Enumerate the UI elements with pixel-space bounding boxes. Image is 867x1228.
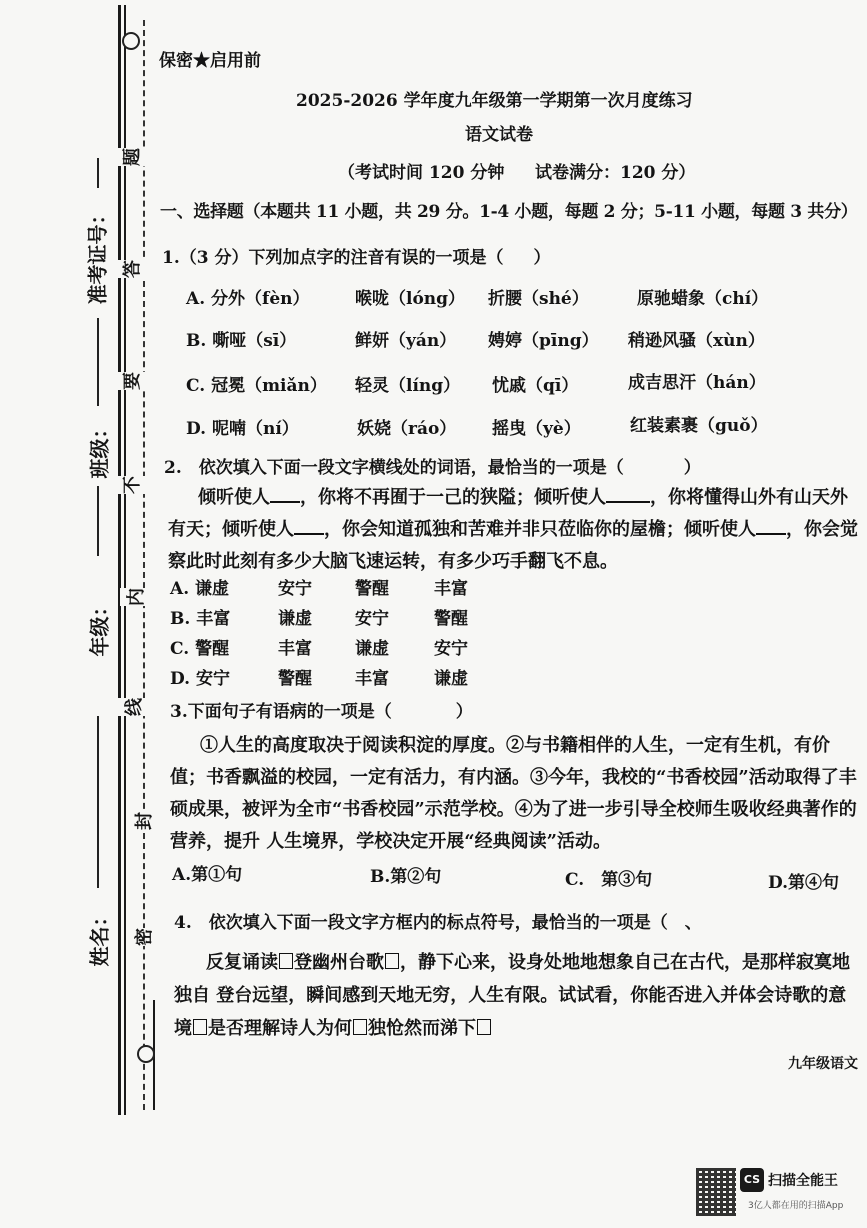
q1-option-d[interactable]: D. 呢喃（ní） (186, 419, 299, 439)
q3-option-c[interactable]: C. 第③句 (565, 870, 653, 890)
q1-option-d-word: 红装素裹（guǒ） (630, 416, 768, 436)
q1-option-c[interactable]: C. 冠冕（miǎn） (186, 376, 327, 396)
question-3-stem-close: ） (455, 702, 473, 722)
passage-text: ，你会知道孤独和苦难并非只莅临你的屋檐；倾听使人 (324, 519, 756, 540)
question-1-stem (162, 243, 551, 268)
passage-text: 是否理解诗人为何 (208, 1018, 352, 1039)
exam-title: 2025-2026 学年度九年级第一学期第一次月度练习 (296, 91, 693, 111)
fill-blank[interactable] (756, 517, 786, 535)
q2-option-c[interactable]: C. 警醒 (170, 639, 230, 659)
seal-char: 答 (116, 260, 146, 278)
q1-option-a-word: 折腰（shé） (488, 289, 589, 309)
question-3-stem (170, 697, 473, 722)
q1-option-d-word: 摇曳（yè） (492, 419, 581, 439)
q1-option-b-word: 鲜妍（yán） (355, 331, 457, 351)
passage-text: ，静下心来，设身处地地想象自己在古代，是那样寂寞地独自 登台远望，瞬间感到天地无穷，人生有限。试试看，你能否进入并体会诗歌的意境 (174, 952, 850, 1039)
brand-tagline: 3亿人都在用的扫描App (748, 1201, 844, 1211)
margin-border-line (118, 5, 121, 1115)
passage-text: ，你将懂得山外有山天外有天；倾听使人 (168, 487, 848, 540)
question-4-passage (174, 946, 864, 1045)
q1-option-c-word: 忧戚（qī） (492, 376, 579, 396)
q1-option-a[interactable]: A. 分外（fèn） (186, 289, 310, 309)
question-2-passage (168, 482, 863, 578)
q2-option-word: 丰富 (434, 579, 468, 599)
passage-text: 独怆然而涕下 (368, 1018, 476, 1039)
punctuation-box[interactable] (477, 1019, 491, 1035)
seal-char: 内 (120, 588, 150, 606)
question-1-stem-text: 1.（3 分）下列加点字的注音有误的一项是（ (162, 248, 504, 268)
q1-option-c-word: 成吉思汗（hán） (628, 373, 766, 393)
q3-option-a[interactable]: A.第①句 (172, 865, 243, 885)
margin-border-line (124, 5, 126, 1115)
q2-option-word: 谦虚 (355, 639, 389, 659)
q2-option-word: 安宁 (355, 609, 389, 629)
q1-option-b-word: 娉婷（pīng） (488, 331, 599, 351)
camscanner-logo-icon: CS (740, 1168, 764, 1192)
exam-score: 试卷满分：120 分） (535, 163, 696, 183)
name-label: 姓名： (87, 906, 112, 967)
exam-time: （考试时间 120 分钟 (338, 163, 505, 183)
punctuation-box[interactable] (353, 1019, 367, 1035)
q2-option-d[interactable]: D. 安宁 (170, 669, 230, 689)
q2-option-word: 丰富 (355, 669, 389, 689)
question-4-stem: 4. 依次填入下面一段文字方框内的标点符号，最恰当的一项是（ 、 (174, 913, 702, 933)
seal-char: 封 (128, 812, 158, 830)
punctuation-box[interactable] (193, 1019, 207, 1035)
seal-char: 要 (116, 372, 146, 390)
q2-option-word: 警醒 (278, 669, 312, 689)
exam-number-label: 准考证号： (85, 204, 110, 305)
q3-option-b[interactable]: B.第②句 (370, 867, 442, 887)
brand-name: 扫描全能王 (768, 1173, 838, 1189)
class-label: 班级： (87, 418, 112, 479)
q2-option-word: 丰富 (278, 639, 312, 659)
seal-char: 题 (116, 148, 146, 166)
name-field[interactable] (97, 814, 99, 888)
seal-char: 不 (116, 476, 146, 494)
q1-option-c-word: 轻灵（líng） (355, 376, 461, 396)
punctuation-box[interactable] (279, 953, 293, 969)
section-heading: 一、选择题（本题共 11 小题，共 29 分。1-4 小题，每题 2 分；5-11 小题，每题 3 共分） (160, 202, 858, 222)
q1-option-a-word: 喉咙（lóng） (355, 289, 466, 309)
passage-text: 登幽州台歌 (294, 952, 384, 973)
question-2-stem (164, 453, 701, 478)
seal-char: 线 (118, 698, 148, 716)
fill-blank[interactable] (606, 485, 650, 503)
q2-option-word: 安宁 (278, 579, 312, 599)
question-1-stem-close: ） (533, 248, 551, 268)
passage-text: ，你将不再囿于一己的狭隘；倾听使人 (300, 487, 606, 508)
q2-option-word: 谦虚 (278, 609, 312, 629)
qr-code (696, 1168, 736, 1216)
question-3-stem-text: 3.下面句子有语病的一项是（ (170, 702, 392, 722)
seal-char: 密 (128, 928, 158, 946)
q2-option-b[interactable]: B. 丰富 (170, 609, 231, 629)
q1-option-b-word: 稍逊风骚（xùn） (628, 331, 765, 351)
q1-option-b[interactable]: B. 嘶哑（sī） (186, 331, 297, 351)
fill-blank[interactable] (270, 485, 300, 503)
passage-text: 倾听使人 (198, 487, 270, 508)
q2-option-a[interactable]: A. 谦虚 (170, 579, 230, 599)
passage-text: 反复诵读 (206, 952, 278, 973)
fill-blank[interactable] (294, 517, 324, 535)
subject-title: 语文试卷 (465, 125, 533, 145)
seal-dashed-line (143, 20, 145, 1110)
class-field[interactable] (97, 318, 99, 406)
question-3-passage: ①人生的高度取决于阅读积淀的厚度。②与书籍相伴的人生，一定有生机，有价值；书香飘溢的校园，一定有活力，有内涵。③今年，我校的“书香校园”活动取得了丰硕成果，被评为全市“书香校园”示范学校。④为了进一步引导全校师生吸收经典著作的营养，提升 人生境界，学校决定开展“经典阅读”活动。 (170, 735, 857, 852)
question-2-stem-close: ） (683, 458, 701, 478)
q2-option-word: 谦虚 (434, 669, 468, 689)
grade-label: 年级： (87, 596, 112, 657)
q1-option-d-word: 妖娆（ráo） (357, 419, 457, 439)
binding-hole (122, 32, 140, 50)
exam-number-field[interactable] (97, 158, 99, 188)
q3-option-d[interactable]: D.第④句 (768, 873, 840, 893)
q1-option-a-word: 原驰蜡象（chí） (637, 289, 769, 309)
question-2-stem-text: 2. 依次填入下面一段文字横线处的词语，最恰当的一项是（ (164, 458, 624, 478)
page-footer-label: 九年级语文 (788, 1056, 858, 1072)
binding-hole (137, 1045, 155, 1063)
q2-option-word: 警醒 (434, 609, 468, 629)
q2-option-word: 安宁 (434, 639, 468, 659)
passage-text: ，你会觉察此时此刻有多少大脑飞速运转，有多少巧手翻飞不息。 (168, 519, 858, 572)
q2-option-word: 警醒 (355, 579, 389, 599)
class-field-tail[interactable] (97, 486, 99, 556)
punctuation-box[interactable] (385, 953, 399, 969)
secret-label: 保密★启用前 (159, 51, 261, 71)
